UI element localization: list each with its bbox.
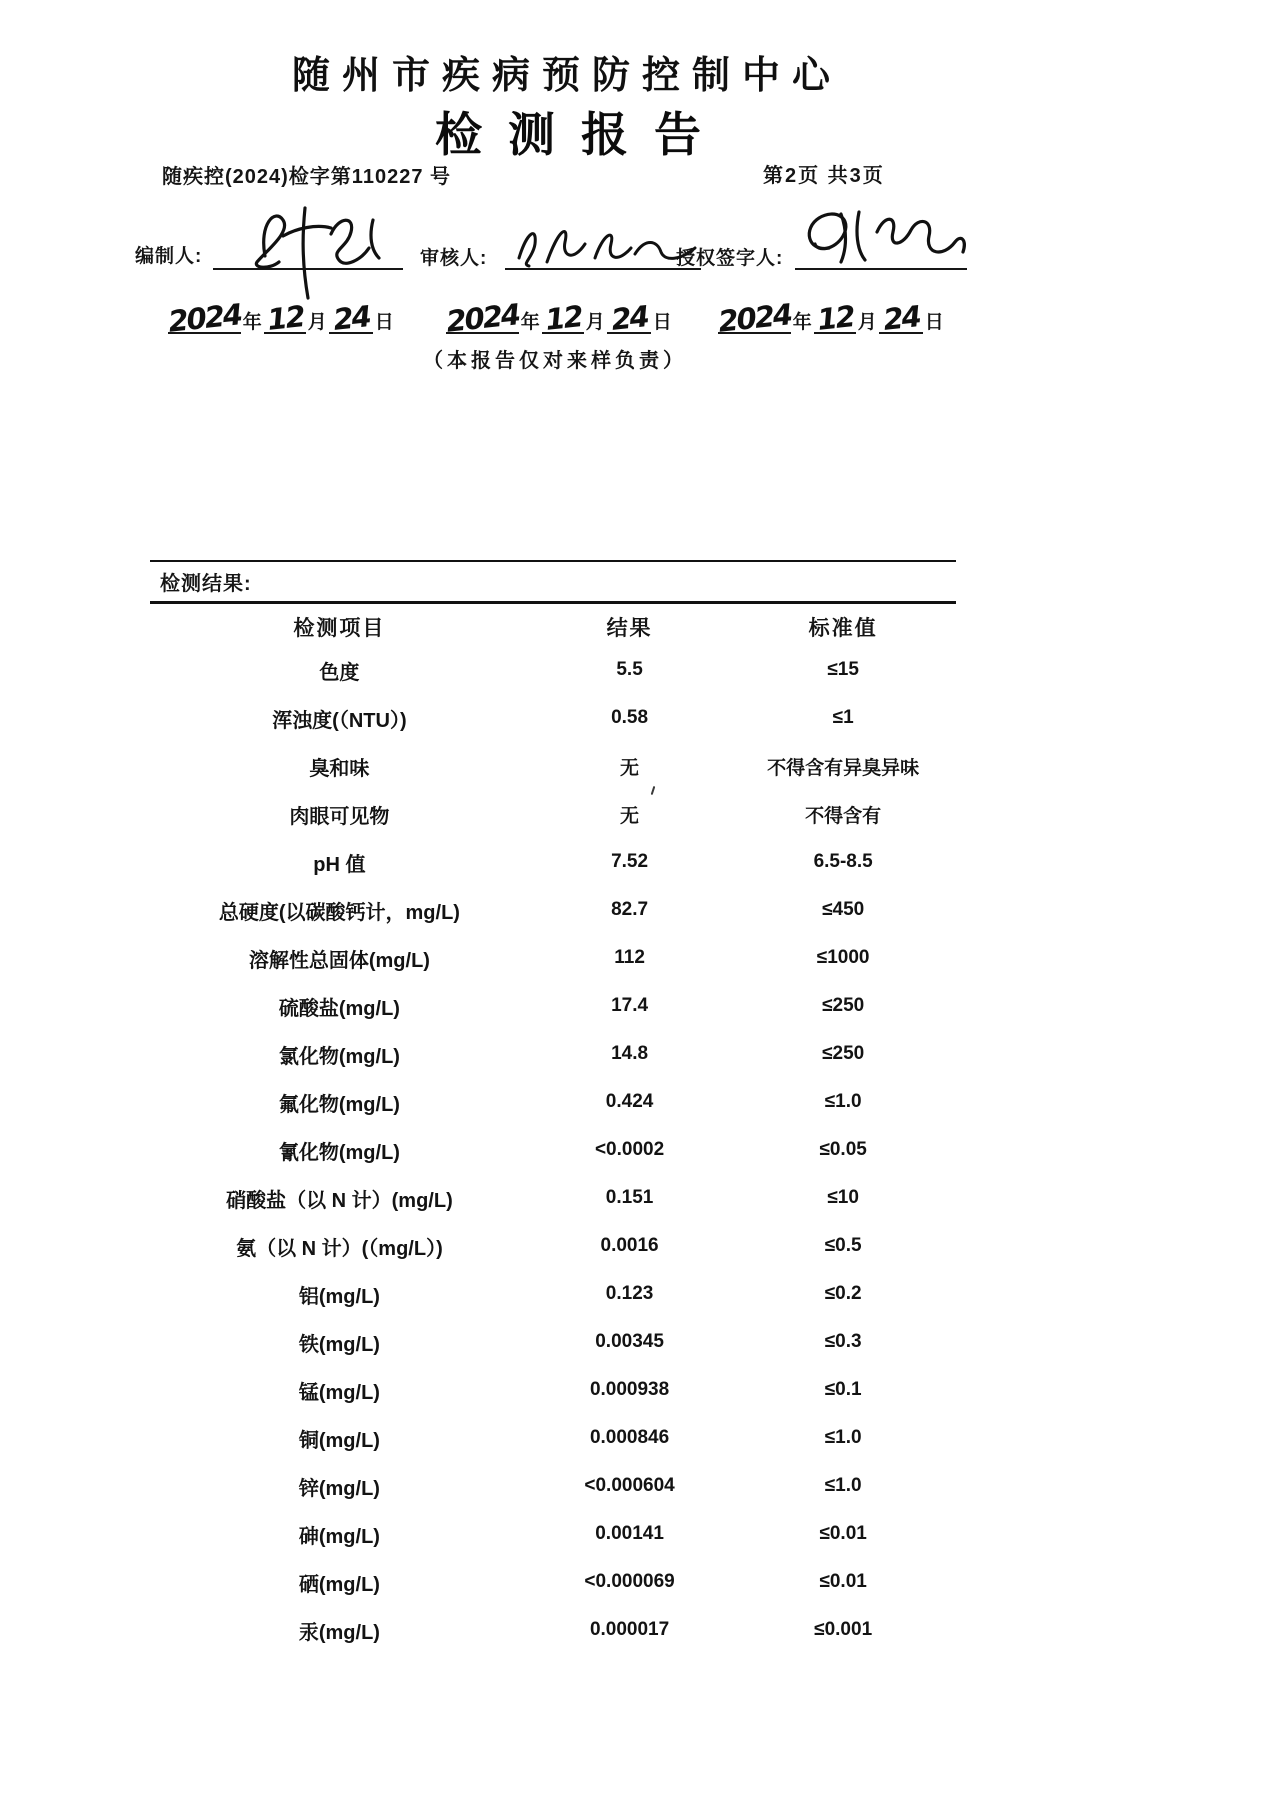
test-standard-value: ≤0.01 — [819, 1523, 867, 1544]
month-char: 月 — [307, 312, 327, 333]
authorizer-label: 授权签字人: — [676, 248, 784, 269]
table-row — [150, 1414, 956, 1462]
handwritten-year: 2024 — [716, 297, 793, 339]
test-item-label: 肉眼可见物 — [289, 805, 390, 828]
test-item-label: 氯化物(mg/L) — [278, 1045, 400, 1068]
test-item-label: 氟化物(mg/L) — [278, 1093, 400, 1116]
date-reviewer — [444, 297, 674, 339]
test-standard-value: ≤0.001 — [814, 1619, 873, 1640]
preparer-label: 编制人: — [135, 246, 203, 267]
test-result-value: 0.424 — [605, 1091, 654, 1112]
test-standard-value: ≤250 — [822, 1043, 865, 1064]
test-standard-value: ≤10 — [827, 1187, 859, 1208]
test-item-label: 氰化物(mg/L) — [278, 1141, 400, 1164]
test-result-value: 112 — [614, 947, 645, 968]
test-standard-value: 不得含有异臭异味 — [767, 757, 920, 779]
table-row — [150, 1510, 956, 1558]
results-table-header — [150, 604, 956, 646]
column-header-result: 结果 — [606, 617, 653, 640]
handwritten-month: 12 — [265, 299, 305, 337]
test-standard-value: ≤15 — [827, 659, 859, 680]
column-header-standard: 标准值 — [808, 617, 878, 640]
test-standard-value: 6.5-8.5 — [813, 851, 873, 872]
table-row — [150, 982, 956, 1030]
test-standard-value: 不得含有 — [805, 805, 882, 827]
month-char: 月 — [585, 312, 605, 333]
test-item-label: 色度 — [319, 661, 360, 684]
test-standard-value: ≤0.1 — [824, 1379, 862, 1400]
test-result-value: 5.5 — [616, 659, 643, 680]
test-result-value: 14.8 — [611, 1043, 649, 1064]
table-row — [150, 1126, 956, 1174]
test-standard-value: ≤1.0 — [824, 1427, 862, 1448]
test-standard-value: ≤450 — [822, 899, 865, 920]
test-result-value: 0.000017 — [589, 1619, 670, 1640]
handwritten-month: 12 — [543, 299, 583, 337]
test-result-value: 0.58 — [611, 707, 649, 728]
table-row — [150, 1606, 956, 1654]
test-item-label: 锰(mg/L) — [298, 1381, 380, 1404]
table-row — [150, 1030, 956, 1078]
test-result-value: <0.000604 — [584, 1475, 675, 1496]
table-row — [150, 1318, 956, 1366]
handwritten-day: 24 — [881, 299, 921, 337]
test-result-value: <0.0002 — [594, 1139, 665, 1160]
report-number: 随疾控(2024)检字第110227 号 — [162, 166, 452, 188]
table-row — [150, 838, 956, 886]
table-row — [150, 1558, 956, 1606]
date-authorizer — [716, 297, 946, 339]
table-row — [150, 1462, 956, 1510]
table-row — [150, 694, 956, 742]
reviewer-signature — [505, 214, 701, 270]
column-header-item: 检测项目 — [293, 617, 386, 640]
responsibility-note: （本报告仅对来样负责） — [423, 350, 687, 372]
handwritten-year: 2024 — [444, 297, 521, 339]
test-result-value: 0.000846 — [589, 1427, 670, 1448]
test-result-value: 17.4 — [611, 995, 649, 1016]
year-char: 年 — [242, 312, 262, 333]
test-item-label: 铝(mg/L) — [298, 1285, 380, 1308]
table-row — [150, 1366, 956, 1414]
test-standard-value: ≤0.05 — [819, 1139, 867, 1160]
day-char: 日 — [652, 312, 672, 333]
test-item-label: 砷(mg/L) — [298, 1525, 380, 1548]
test-item-label: 锌(mg/L) — [298, 1477, 380, 1500]
day-char: 日 — [374, 312, 394, 333]
test-item-label: 氨（以 N 计）(（mg/L）) — [236, 1237, 443, 1260]
year-char: 年 — [792, 312, 812, 333]
preparer-signature — [213, 206, 403, 270]
table-row — [150, 1222, 956, 1270]
results-table-body — [150, 646, 956, 1654]
handwritten-signature-icon — [505, 214, 701, 268]
test-item-label: 总硬度(以碳酸钙计，mg/L) — [218, 901, 460, 924]
day-char: 日 — [924, 312, 944, 333]
test-result-value: 无 — [620, 757, 640, 779]
test-item-label: pH 值 — [313, 853, 366, 876]
test-item-label: 溶解性总固体(mg/L) — [248, 949, 430, 972]
test-item-label: 硫酸盐(mg/L) — [278, 997, 400, 1020]
table-row — [150, 1270, 956, 1318]
handwritten-day: 24 — [609, 299, 649, 337]
org-title: 随州市疾病预防控制中心 — [291, 55, 842, 97]
year-char: 年 — [520, 312, 540, 333]
test-result-value: 0.151 — [605, 1187, 654, 1208]
handwritten-signature-icon — [213, 206, 403, 268]
table-row — [150, 1174, 956, 1222]
test-result-value: <0.000069 — [584, 1571, 675, 1592]
page-info: 第2页 共3页 — [763, 165, 885, 187]
test-result-value: 0.0016 — [600, 1235, 659, 1256]
reviewer-label: 审核人: — [420, 248, 488, 269]
results-table — [150, 560, 956, 1654]
authorizer-signature — [795, 204, 967, 270]
test-standard-value: ≤1.0 — [824, 1475, 862, 1496]
table-row — [150, 646, 956, 694]
test-item-label: 臭和味 — [309, 757, 370, 780]
handwritten-signature-icon — [795, 204, 967, 268]
date-preparer — [166, 297, 396, 339]
test-item-label: 铁(mg/L) — [298, 1333, 380, 1356]
test-item-label: 汞(mg/L) — [298, 1621, 380, 1644]
test-item-label: 铜(mg/L) — [298, 1429, 380, 1452]
test-standard-value: ≤250 — [822, 995, 865, 1016]
test-standard-value: ≤1000 — [816, 947, 870, 968]
test-result-value: 0.000938 — [589, 1379, 670, 1400]
test-item-label: 硝酸盐（以 N 计）(mg/L) — [226, 1189, 453, 1212]
test-standard-value: ≤1 — [832, 707, 854, 728]
handwritten-day: 24 — [331, 299, 371, 337]
test-standard-value: ≤0.3 — [824, 1331, 862, 1352]
report-title: 检测报告 — [435, 110, 727, 162]
test-result-value: 82.7 — [611, 899, 649, 920]
test-item-label: 硒(mg/L) — [298, 1573, 380, 1596]
month-char: 月 — [857, 312, 877, 333]
handwritten-year: 2024 — [166, 297, 243, 339]
table-row — [150, 886, 956, 934]
test-standard-value: ≤0.2 — [824, 1283, 862, 1304]
test-item-label: 浑浊度(（NTU）) — [272, 709, 407, 732]
test-result-value: 0.00141 — [595, 1523, 664, 1544]
test-standard-value: ≤0.5 — [824, 1235, 862, 1256]
handwritten-month: 12 — [815, 299, 855, 337]
test-standard-value: ≤1.0 — [824, 1091, 862, 1112]
table-row — [150, 790, 956, 838]
test-result-value: 无 — [620, 805, 640, 827]
test-standard-value: ≤0.01 — [819, 1571, 867, 1592]
test-result-value: 7.52 — [611, 851, 649, 872]
table-row — [150, 934, 956, 982]
test-result-value: 0.00345 — [595, 1331, 664, 1352]
section-label: 检测结果: — [160, 573, 252, 595]
test-result-value: 0.123 — [605, 1283, 654, 1304]
table-row — [150, 742, 956, 790]
table-row — [150, 1078, 956, 1126]
